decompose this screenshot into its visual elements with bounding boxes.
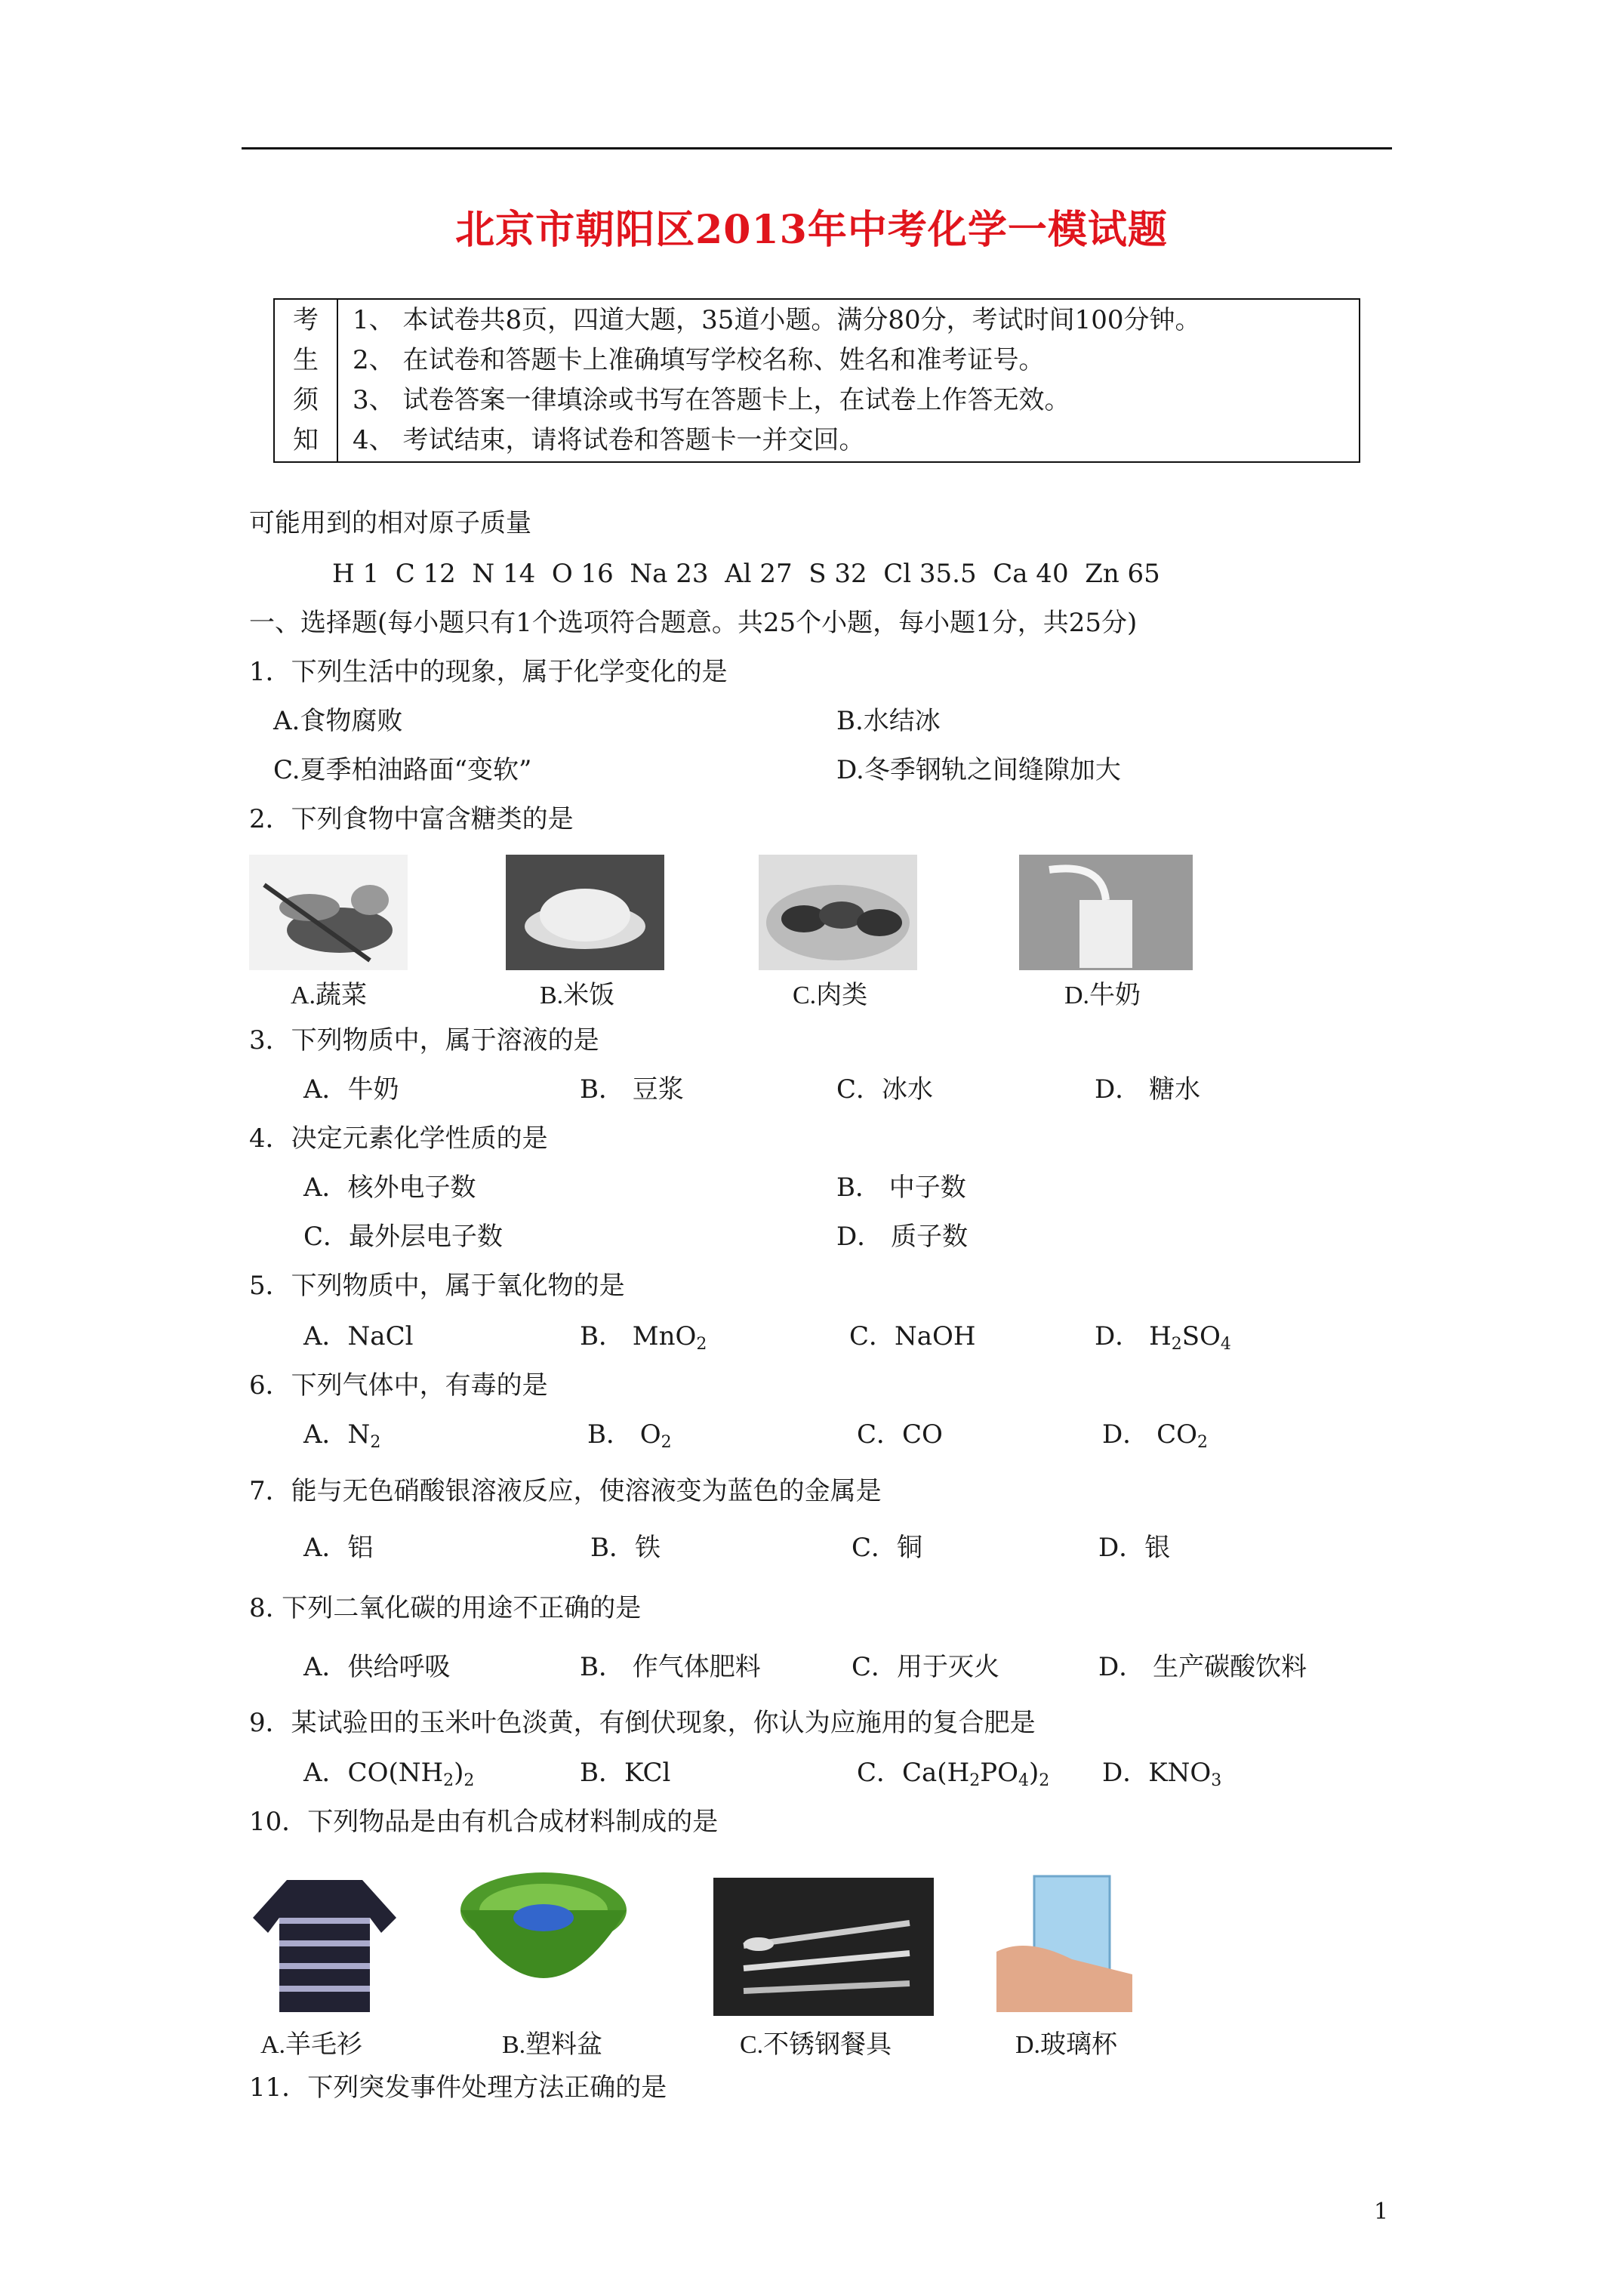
sweater-image (249, 1872, 400, 2016)
notice-rule: 1、 本试卷共8页，四道大题，35道小题。满分80分，考试时间100分钟。 (353, 305, 1201, 335)
q5-option-c: C．NaOH (849, 1321, 976, 1351)
question-1-stem: 1．下列生活中的现象，属于化学变化的是 (249, 657, 728, 687)
q5-option-b: B． MnO$_2$ (580, 1321, 707, 1354)
top-rule (242, 147, 1392, 149)
q3-option-a: A．牛奶 (303, 1074, 399, 1105)
q9-option-a: A．$CO(NH_2)_2$ (303, 1758, 475, 1790)
notice-rule: 3、 试卷答案一律填涂或书写在答题卡上，在试卷上作答无效。 (353, 385, 1070, 415)
q7-option-c: C．铜 (852, 1533, 923, 1563)
cutlery-image (713, 1878, 934, 2016)
atomic-mass-label: 可能用到的相对原子质量 (249, 508, 531, 538)
q8-option-d: D． 生产碳酸饮料 (1098, 1652, 1307, 1682)
notice-rules (337, 299, 1360, 462)
q4-option-b: B． 中子数 (836, 1173, 966, 1203)
section-one-heading: 一、选择题(每小题只有1个选项符合题意。共25个小题，每小题1分，共25分) (249, 608, 1138, 638)
question-5-stem: 5．下列物质中，属于氧化物的是 (249, 1271, 625, 1301)
q9-option-c: C．$Ca(H_2PO_4)_2$ (857, 1758, 1050, 1790)
meat-image (759, 855, 917, 970)
notice-label: 考 生 须 知 (274, 299, 337, 462)
q4-option-a: A．核外电子数 (303, 1173, 476, 1203)
q4-option-d: D． 质子数 (836, 1222, 969, 1252)
q7-option-d: D．银 (1098, 1533, 1171, 1563)
q1-option-b: B.水结冰 (836, 706, 941, 736)
question-10-stem: 10．下列物品是由有机合成材料制成的是 (249, 1807, 719, 1837)
q8-option-b: B． 作气体肥料 (580, 1652, 761, 1682)
q1-option-d: D.冬季钢轨之间缝隙加大 (836, 755, 1121, 785)
q3-option-c: C．冰水 (836, 1074, 934, 1105)
q2-option-c: C.肉类 (793, 982, 868, 1009)
q6-option-b: B． $O_2$ (587, 1419, 672, 1452)
q6-option-d: D． $CO_2$ (1102, 1419, 1208, 1452)
notice-rule: 4、 考试结束，请将试卷和答题卡一并交回。 (353, 425, 865, 455)
question-4-stem: 4．决定元素化学性质的是 (249, 1123, 548, 1154)
exam-notice-table (273, 298, 1360, 463)
q3-option-d: D． 糖水 (1095, 1074, 1201, 1105)
plastic-basin-image (457, 1865, 630, 2016)
q2-option-b: B.米饭 (540, 982, 615, 1009)
atomic-mass-list: H 1 C 12 N 14 O 16 Na 23 Al 27 S 32 Cl 35.5 Ca 40 Zn 65 (332, 559, 1160, 589)
q6-option-a: A．$N_2$ (303, 1419, 381, 1452)
q8-option-c: C．用于灭火 (852, 1652, 1000, 1682)
q10-option-b: B.塑料盆 (502, 2031, 603, 2059)
q5-option-d: D． $H_2SO_4$ (1095, 1321, 1231, 1354)
q4-option-c: C．最外层电子数 (303, 1222, 504, 1252)
q7-option-a: A．铝 (303, 1533, 374, 1563)
page-title: 北京市朝阳区2013年中考化学一模试题 (455, 207, 1168, 253)
q2-option-a: A.蔬菜 (291, 982, 368, 1009)
q10-option-c: C.不锈钢餐具 (740, 2031, 892, 2059)
question-9-stem: 9．某试验田的玉米叶色淡黄，有倒伏现象，你认为应施用的复合肥是 (249, 1708, 1036, 1738)
q3-option-b: B． 豆浆 (580, 1074, 684, 1105)
question-3-stem: 3．下列物质中，属于溶液的是 (249, 1025, 599, 1056)
q10-option-a: A.羊毛衫 (260, 2031, 363, 2059)
q1-option-c: C.夏季柏油路面“变软” (273, 755, 532, 785)
question-11-stem: 11．下列突发事件处理方法正确的是 (249, 2073, 667, 2103)
q7-option-b: B．铁 (590, 1533, 661, 1563)
rice-image (506, 855, 664, 970)
question-6-stem: 6．下列气体中，有毒的是 (249, 1370, 548, 1401)
question-8-stem: 8. 下列二氧化碳的用途不正确的是 (249, 1593, 642, 1623)
glass-cup-image (981, 1861, 1163, 2016)
question-2-stem: 2．下列食物中富含糖类的是 (249, 804, 574, 834)
milk-image (1019, 855, 1193, 970)
q8-option-a: A．供给呼吸 (303, 1652, 451, 1682)
q9-option-d: D．$KNO_3$ (1102, 1758, 1222, 1790)
question-7-stem: 7．能与无色硝酸银溶液反应，使溶液变为蓝色的金属是 (249, 1476, 882, 1506)
page-number: 1 (1374, 2199, 1389, 2225)
notice-rule: 2、 在试卷和答题卡上准确填写学校名称、姓名和准考证号。 (353, 345, 1045, 375)
q5-option-a: A．NaCl (303, 1321, 414, 1351)
q9-option-b: B．KCl (580, 1758, 671, 1788)
q1-option-a: A.食物腐败 (273, 706, 403, 736)
q6-option-c: C．CO (857, 1419, 943, 1450)
q10-option-d: D.玻璃杯 (1015, 2031, 1118, 2059)
q2-option-d: D.牛奶 (1064, 982, 1141, 1009)
vegetables-image (249, 855, 408, 970)
